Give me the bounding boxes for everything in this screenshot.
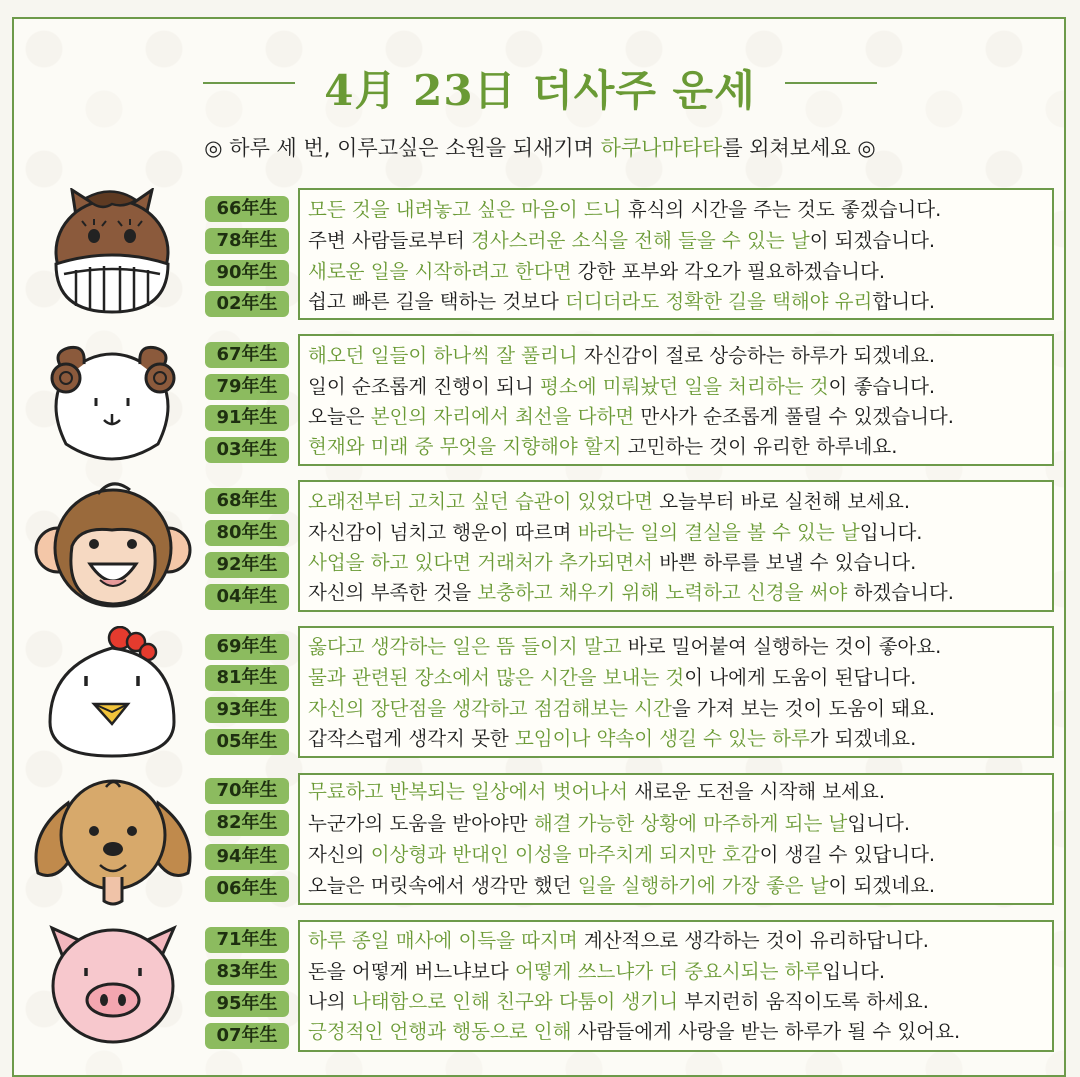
fortune-group-horse <box>0 188 1080 321</box>
fortune-group-monkey <box>0 480 1080 613</box>
fortune-line <box>308 258 885 286</box>
year-badge: 83年生 <box>205 959 289 985</box>
monkey-icon <box>28 480 198 613</box>
fortune-line <box>308 988 929 1016</box>
fortune-text-box <box>298 773 1054 905</box>
year-badge: 66年生 <box>205 196 289 222</box>
fortune-line <box>308 579 954 607</box>
year-badge: 04年生 <box>205 584 289 610</box>
plain-text: 이 되겠습니다. <box>809 229 936 252</box>
highlight-text: 해오던 일들이 하나씩 잘 풀리니 <box>308 344 578 367</box>
dog-icon <box>28 773 198 906</box>
plain-text: 강한 포부와 각오가 필요하겠습니다. <box>571 260 886 283</box>
subtitle-prefix: ◎ 하루 세 번, 이루고싶은 소원을 되새기며 <box>204 136 601 160</box>
fortune-line <box>308 488 910 516</box>
highlight-text: 물과 관련된 장소에서 많은 시간을 보내는 것 <box>308 666 685 689</box>
year-badge: 90年生 <box>205 260 289 286</box>
year-badges <box>205 334 289 467</box>
year-badge: 78年生 <box>205 228 289 254</box>
fortune-line <box>308 810 910 838</box>
fortune-text-box <box>298 626 1054 758</box>
fortune-line <box>308 664 916 692</box>
fortune-line <box>308 433 897 461</box>
highlight-text: 평소에 미뤄놨던 일을 처리하는 것 <box>540 375 829 398</box>
plain-text: 바로 밀어붙여 실행하는 것이 좋아요. <box>621 635 942 658</box>
plain-text: 오늘은 머릿속에서 생각만 했던 <box>308 874 578 897</box>
plain-text: 합니다. <box>872 290 936 313</box>
fortune-line <box>308 927 929 955</box>
highlight-text: 경사스러운 소식을 전해 들을 수 있는 날 <box>471 229 810 252</box>
plain-text: 하겠습니다. <box>847 581 954 604</box>
highlight-text: 무료하고 반복되는 일상에서 벗어나서 <box>308 780 628 803</box>
year-badge: 67年生 <box>205 342 289 368</box>
plain-text: 쉽고 빠른 길을 택하는 것보다 <box>308 290 566 313</box>
year-badge: 82年生 <box>205 810 289 836</box>
fortune-line <box>308 196 941 224</box>
year-badge: 79年生 <box>205 374 289 400</box>
fortune-text-box <box>298 920 1054 1052</box>
fortune-line <box>308 1018 960 1046</box>
highlight-text: 이상형과 반대인 이성을 마주치게 되지만 호감 <box>370 843 760 866</box>
subtitle-highlight: 하쿠나마타타 <box>600 136 723 160</box>
fortune-text-box <box>298 188 1054 320</box>
year-badge: 03年生 <box>205 437 289 463</box>
plain-text: 만사가 순조롭게 풀릴 수 있겠습니다. <box>634 405 954 428</box>
sheep-icon <box>28 334 198 467</box>
plain-text: 입니다. <box>822 960 886 983</box>
subtitle-suffix: 를 외쳐보세요 ◎ <box>722 136 876 160</box>
fortune-line <box>308 519 922 547</box>
fortune-line <box>308 373 935 401</box>
fortune-group-sheep <box>0 334 1080 467</box>
plain-text: 이 되겠네요. <box>828 874 936 897</box>
fortune-text-box <box>298 334 1054 466</box>
fortune-line <box>308 695 935 723</box>
plain-text: 이 나에게 도움이 된답니다. <box>684 666 917 689</box>
fortune-line <box>308 342 935 370</box>
plain-text: 을 가져 보는 것이 도움이 돼요. <box>671 697 936 720</box>
highlight-text: 보충하고 채우기 위해 노력하고 신경을 써야 <box>477 581 848 604</box>
highlight-text: 모든 것을 내려놓고 싶은 마음이 드니 <box>308 198 622 221</box>
year-badge: 71年生 <box>205 927 289 953</box>
rooster-icon <box>28 626 198 759</box>
highlight-text: 자신의 장단점을 생각하고 점검해보는 시간 <box>308 697 672 720</box>
plain-text: 입니다. <box>847 812 911 835</box>
year-badge: 68年生 <box>205 488 289 514</box>
year-badge: 95年生 <box>205 991 289 1017</box>
horse-icon <box>28 188 198 321</box>
plain-text: 돈을 어떻게 버느냐보다 <box>308 960 515 983</box>
year-badges <box>205 920 289 1053</box>
highlight-text: 더디더라도 정확한 길을 택해야 유리 <box>565 290 873 313</box>
highlight-text: 일을 실행하기에 가장 좋은 날 <box>577 874 829 897</box>
fortune-line <box>308 227 935 255</box>
plain-text: 오늘부터 바로 실천해 보세요. <box>653 490 911 513</box>
highlight-text: 긍정적인 언행과 행동으로 인해 <box>308 1020 572 1043</box>
subtitle <box>0 132 1080 162</box>
year-badge: 02年生 <box>205 291 289 317</box>
plain-text: 부지런히 움직이도록 하세요. <box>678 990 929 1013</box>
highlight-text: 옳다고 생각하는 일은 뜸 들이지 말고 <box>308 635 622 658</box>
year-badge: 91年生 <box>205 405 289 431</box>
highlight-text: 바라는 일의 결실을 볼 수 있는 날 <box>577 521 860 544</box>
highlight-text: 해결 가능한 상황에 마주하게 되는 날 <box>533 812 848 835</box>
highlight-text: 현재와 미래 중 무엇을 지향해야 할지 <box>308 435 622 458</box>
pig-icon <box>28 920 198 1053</box>
plain-text: 나의 <box>308 990 352 1013</box>
fortune-line <box>308 403 954 431</box>
title-wrap <box>0 58 1080 118</box>
highlight-text: 본인의 자리에서 최선을 다하면 <box>370 405 635 428</box>
plain-text: 자신감이 절로 상승하는 하루가 되겠네요. <box>577 344 936 367</box>
plain-text: 일이 순조롭게 진행이 되니 <box>308 375 541 398</box>
highlight-text: 하루 종일 매사에 이득을 따지며 <box>308 929 578 952</box>
fortune-line <box>308 872 935 900</box>
year-badge: 92年生 <box>205 552 289 578</box>
plain-text: 자신의 부족한 것을 <box>308 581 478 604</box>
fortune-line <box>308 725 916 753</box>
fortune-line <box>308 841 935 869</box>
plain-text: 새로운 도전을 시작해 보세요. <box>628 780 886 803</box>
fortune-group-pig <box>0 920 1080 1053</box>
plain-text: 오늘은 <box>308 405 371 428</box>
year-badges <box>205 188 289 321</box>
highlight-text: 사업을 하고 있다면 거래처가 추가되면서 <box>308 551 654 574</box>
plain-text: 주변 사람들로부터 <box>308 229 472 252</box>
highlight-text: 오래전부터 고치고 싶던 습관이 있었다면 <box>308 490 654 513</box>
fortune-text-box <box>298 480 1054 612</box>
year-badge: 80年生 <box>205 520 289 546</box>
plain-text: 자신의 <box>308 843 371 866</box>
plain-text: 입니다. <box>859 521 923 544</box>
plain-text: 바쁜 하루를 보낼 수 있습니다. <box>653 551 917 574</box>
fortune-line <box>308 778 885 806</box>
highlight-text: 새로운 일을 시작하려고 한다면 <box>308 260 572 283</box>
page-title: 4月 23日 더사주 운세 <box>324 66 756 115</box>
plain-text: 자신감이 넘치고 행운이 따르며 <box>308 521 578 544</box>
plain-text: 이 좋습니다. <box>828 375 936 398</box>
year-badge: 94年生 <box>205 844 289 870</box>
plain-text: 갑작스럽게 생각지 못한 <box>308 727 515 750</box>
year-badges <box>205 773 289 906</box>
year-badges <box>205 626 289 759</box>
plain-text: 이 생길 수 있답니다. <box>759 843 936 866</box>
year-badge: 69年生 <box>205 634 289 660</box>
year-badges <box>205 480 289 613</box>
plain-text: 고민하는 것이 유리한 하루네요. <box>621 435 898 458</box>
year-badge: 06年生 <box>205 876 289 902</box>
year-badge: 07年生 <box>205 1023 289 1049</box>
year-badge: 05年生 <box>205 729 289 755</box>
highlight-text: 어떻게 쓰느냐가 더 중요시되는 하루 <box>514 960 823 983</box>
fortune-group-dog <box>0 773 1080 906</box>
year-badge: 81年生 <box>205 665 289 691</box>
fortune-line <box>308 288 935 316</box>
year-badge: 70年生 <box>205 778 289 804</box>
plain-text: 사람들에게 사랑을 받는 하루가 될 수 있어요. <box>571 1020 961 1043</box>
highlight-text: 모임이나 약속이 생길 수 있는 하루 <box>514 727 810 750</box>
fortune-line <box>308 549 916 577</box>
plain-text: 계산적으로 생각하는 것이 유리하답니다. <box>577 929 929 952</box>
plain-text: 누군가의 도움을 받아야만 <box>308 812 534 835</box>
year-badge: 93年生 <box>205 697 289 723</box>
fortune-line <box>308 633 941 661</box>
highlight-text: 나태함으로 인해 친구와 다툼이 생기니 <box>351 990 679 1013</box>
plain-text: 휴식의 시간을 주는 것도 좋겠습니다. <box>621 198 942 221</box>
fortune-group-rooster <box>0 626 1080 759</box>
plain-text: 가 되겠네요. <box>809 727 917 750</box>
fortune-line <box>308 958 885 986</box>
